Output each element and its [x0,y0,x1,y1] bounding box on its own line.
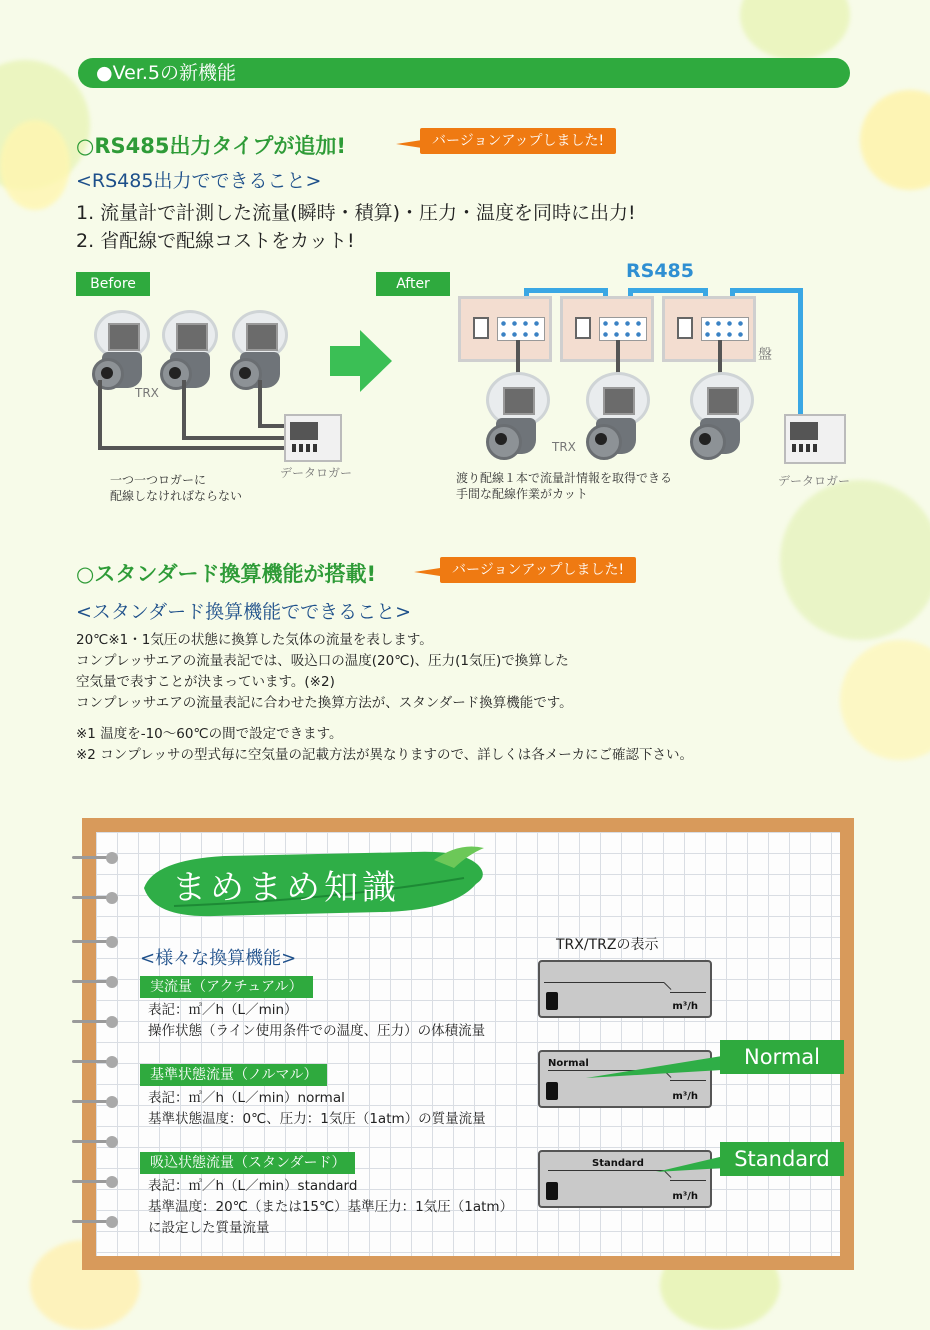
mame-subtitle: <様々な換算機能> [140,948,297,969]
data-logger [284,414,342,462]
standard-line-2: コンプレッサエアの流量表記では、吸込口の温度(20℃)、圧力(1気圧)で換算した [76,653,569,669]
signal-wire [258,380,262,426]
standard-line-1: 20℃※1・1気圧の状態に換算した気体の流量を表します。 [76,632,433,648]
signal-wire [182,436,288,440]
before-label: Before [76,272,150,296]
bg-bubble [840,640,930,760]
conversion-notation: 表記：㎥／h（L／min）normal [148,1090,345,1106]
callout-pointer [586,1054,726,1082]
lcd-display-standard: Standard m³/h [538,1150,712,1208]
signal-wire [182,380,186,438]
display-title: TRX/TRZの表示 [556,937,659,953]
normal-callout: Normal [720,1040,844,1074]
bg-bubble [0,120,70,210]
notebook-panel [82,818,854,1270]
standard-line-3: 空気量で表すことが決まっています。(※2) [76,674,335,690]
conversion-tag-standard: 吸込状態流量（スタンダード） [140,1152,355,1174]
standard-title: ○スタンダード換算機能が搭載! [76,562,377,586]
rs485-wire [628,288,708,293]
rs485-point-2: 2. 省配線で配線コストをカット! [76,230,355,252]
lcd-display-normal: Normal m³/h [538,1050,712,1108]
conversion-description: に設定した質量流量 [148,1220,270,1236]
bg-bubble [780,480,930,640]
after-note-2: 手間な配線作業がカット [456,487,588,501]
panel-label: 盤 [758,347,772,363]
control-panel [560,296,654,362]
rs485-wire [524,288,608,293]
badge-pointer [396,140,422,148]
badge-pointer [414,568,440,576]
signal-wire [718,340,722,376]
callout-pointer [656,1154,726,1178]
footnote-2: ※2 コンプレッサの型式毎に空気量の記載方法が異なりますので、詳しくは各メーカにご確認下さい。 [76,747,693,763]
control-panel [662,296,756,362]
data-logger [784,414,846,464]
after-label: After [376,272,450,296]
standard-callout: Standard [720,1142,844,1176]
standard-subtitle: <スタンダード換算機能でできること> [76,601,412,623]
rs485-label: RS485 [626,260,694,282]
rs485-point-1: 1. 流量計で計測した流量(瞬時・積算)・圧力・温度を同時に出力! [76,202,636,224]
lcd-display-actual: m³/h [538,960,712,1018]
before-note-2: 配線しなければならない [110,489,243,503]
control-panel [458,296,552,362]
rs485-title: ○RS485出力タイプが追加! [76,134,346,158]
conversion-tag-actual: 実流量（アクチュアル） [140,976,313,998]
version-up-badge: バージョンアップしました! [440,557,636,583]
conversion-description: 操作状態（ライン使用条件での温度、圧力）の体積流量 [148,1023,486,1039]
signal-wire [616,340,620,376]
rs485-subtitle: <RS485出力でできること> [76,170,322,192]
footnote-1: ※1 温度を-10～60℃の間で設定できます。 [76,726,343,742]
bg-bubble [860,90,930,190]
section-header: ●Ver.5の新機能 [78,58,850,88]
signal-wire [98,446,288,450]
arrow-right-icon [330,330,392,392]
signal-wire [516,340,520,376]
conversion-notation: 表記：㎥／h（L／min）standard [148,1178,358,1194]
conversion-tag-normal: 基準状態流量（ノルマル） [140,1064,327,1086]
rs485-wire [798,288,803,416]
conversion-description: 基準状態温度：0℃、圧力：1気圧（1atm）の質量流量 [148,1111,486,1127]
trx-label-before: TRX [135,386,159,400]
standard-line-4: コンプレッサエアの流量表記に合わせた換算方法が、スタンダード換算機能です。 [76,695,573,711]
logger-label-after: データロガー [778,474,851,488]
trx-label-after: TRX [552,440,576,454]
version-up-badge: バージョンアップしました! [420,128,616,154]
bg-bubble [740,0,850,60]
signal-wire [98,380,102,450]
conversion-notation: 表記：㎥／h（L／min） [148,1002,298,1018]
logger-label-before: データロガー [280,466,353,480]
after-note-1: 渡り配線１本で流量計情報を取得できる [456,471,673,485]
rs485-wire [730,288,802,293]
mame-title: まめまめ知識 [172,868,400,908]
before-note-1: 一つ一つロガーに [110,473,207,487]
conversion-description: 基準温度：20℃（または15℃）基準圧力：1気圧（1atm） [148,1199,514,1215]
